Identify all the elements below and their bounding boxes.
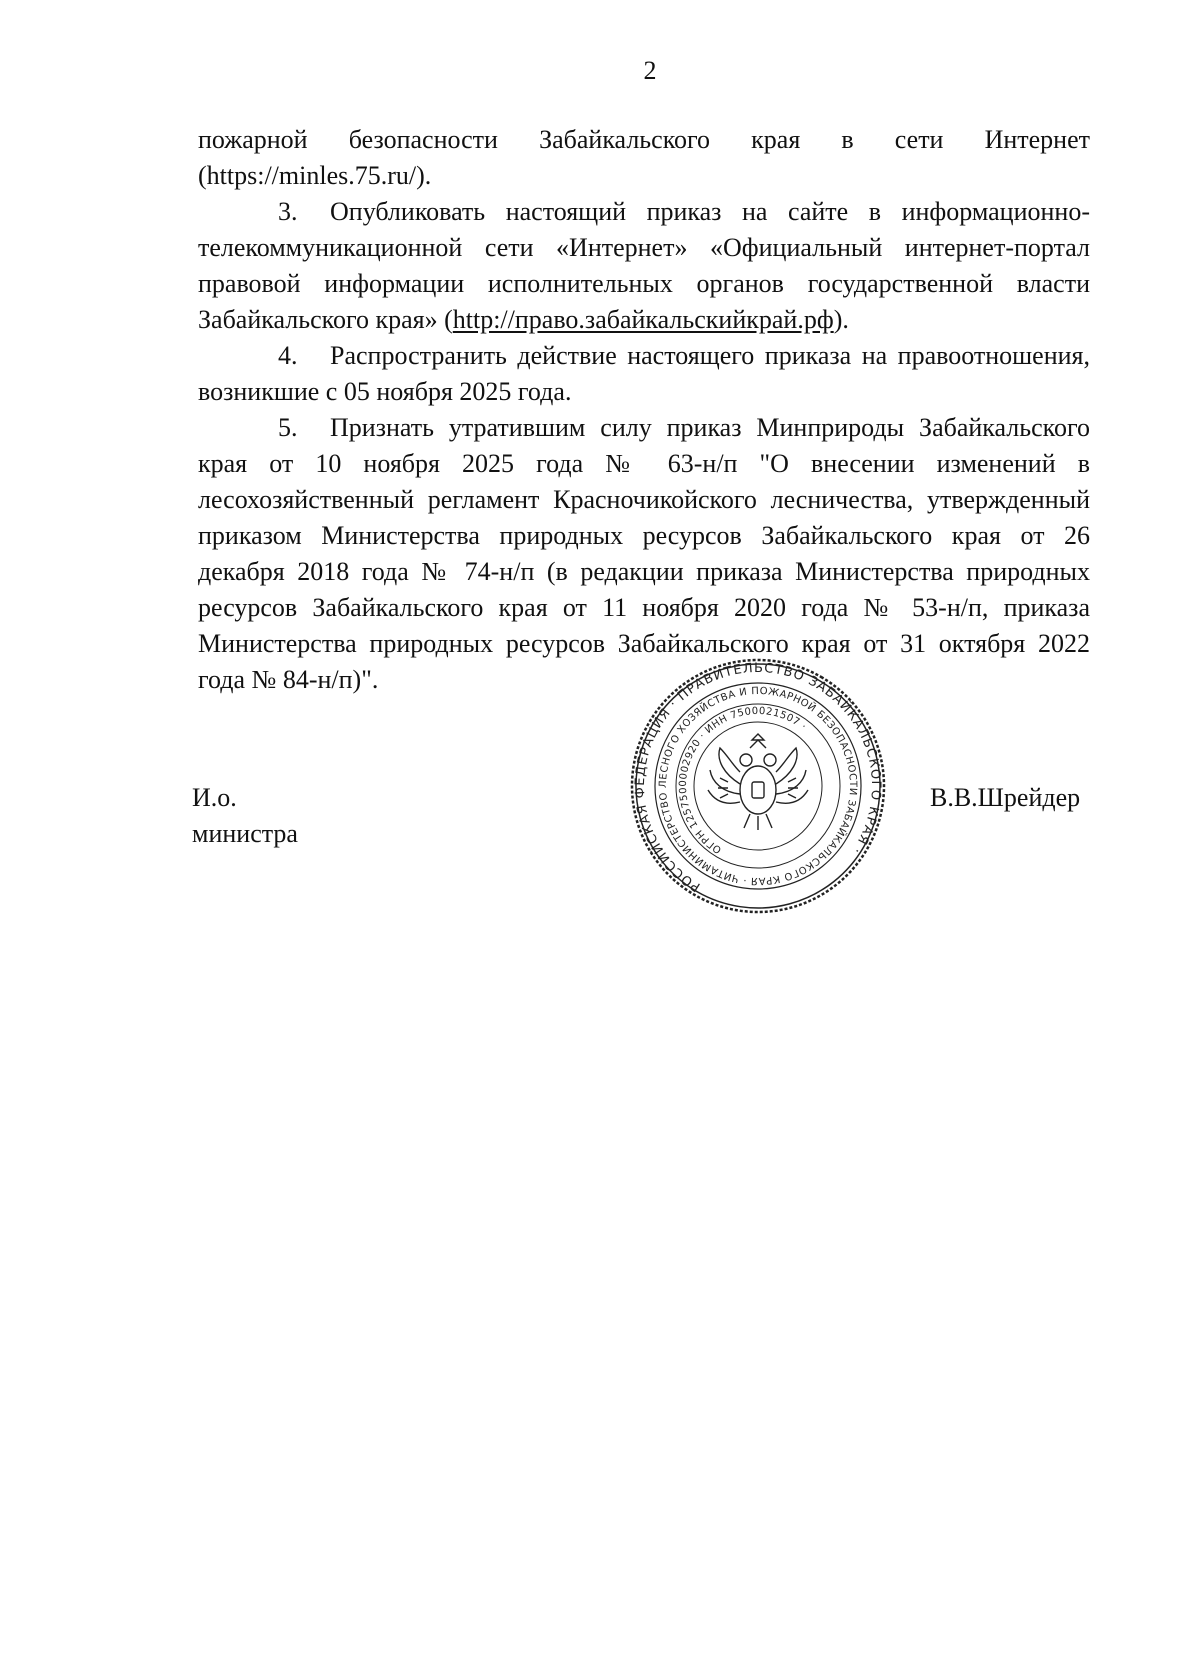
signatory-role-line-2: министра <box>192 819 298 848</box>
paragraph-4-number: 4. <box>278 341 298 370</box>
signatory-role-line-1: И.о. <box>192 783 237 812</box>
paragraph-intro-text: пожарной безопасности Забайкальского края в сети Интернет (https://minles.75.ru/). <box>198 125 1090 190</box>
seal-inner-text: МИНИСТЕРСТВО ЛЕСНОГО ХОЗЯЙСТВА И ПОЖАРНОЙ БЕЗОПАСНОСТИ ЗАБАЙКАЛЬСКОГО КРАЯ · ЧИТА <box>657 685 859 887</box>
double-headed-eagle-icon <box>708 734 808 830</box>
seal-core-text: ОГРН 1257500002920 · ИНН 7500021507 · <box>677 705 809 856</box>
paragraph-3-text: Опубликовать настоящий приказ на сайте в информационно-телекоммуникационной сети «Интернет» «Официальный интернет-портал правовой информации исполнительных органов государственной власти Забайкальского края» ( <box>198 197 1090 334</box>
page-number: 2 <box>643 56 657 85</box>
paragraph-5 <box>198 410 1090 698</box>
paragraph-intro <box>198 122 1090 194</box>
paragraph-4-text: Распространить действие настоящего приказа на правоотношения, возникшие с 05 ноября 2025 года. <box>198 341 1090 406</box>
paragraph-5-number: 5. <box>278 413 298 442</box>
legal-portal-link[interactable]: http://право.забайкальскийкрай.рф <box>452 305 834 334</box>
signatory-role <box>192 780 298 852</box>
document-body <box>198 122 1090 698</box>
seal-outer-text: РОССИЙСКАЯ ФЕДЕРАЦИЯ · ПРАВИТЕЛЬСТВО ЗАБАЙКАЛЬСКОГО КРАЯ · <box>632 660 884 895</box>
paragraph-3-text-end: ). <box>833 305 849 334</box>
paragraph-5-text: Признать утратившим силу приказ Минприроды Забайкальского края от 10 ноября 2025 года № 63-н/п "О внесении изменений в лесохозяйственный регламент Красночикойского лесничества, утвержденный приказом Министерства природных ресурсов Забайкальского края от 26 декабря 2018 года № 74-н/п (в редакции приказа Министерства природных ресурсов Забайкальского края от 11 ноября 2020 года № 53-н/п, приказа Министерства природных ресурсов Забайкальского края от 31 октября 2022 года № 84-н/п)". <box>198 413 1090 694</box>
paragraph-4 <box>198 338 1090 410</box>
paragraph-3-number: 3. <box>278 197 298 226</box>
paragraph-3 <box>198 194 1090 338</box>
signatory-name: В.В.Шрейдер <box>930 783 1081 812</box>
